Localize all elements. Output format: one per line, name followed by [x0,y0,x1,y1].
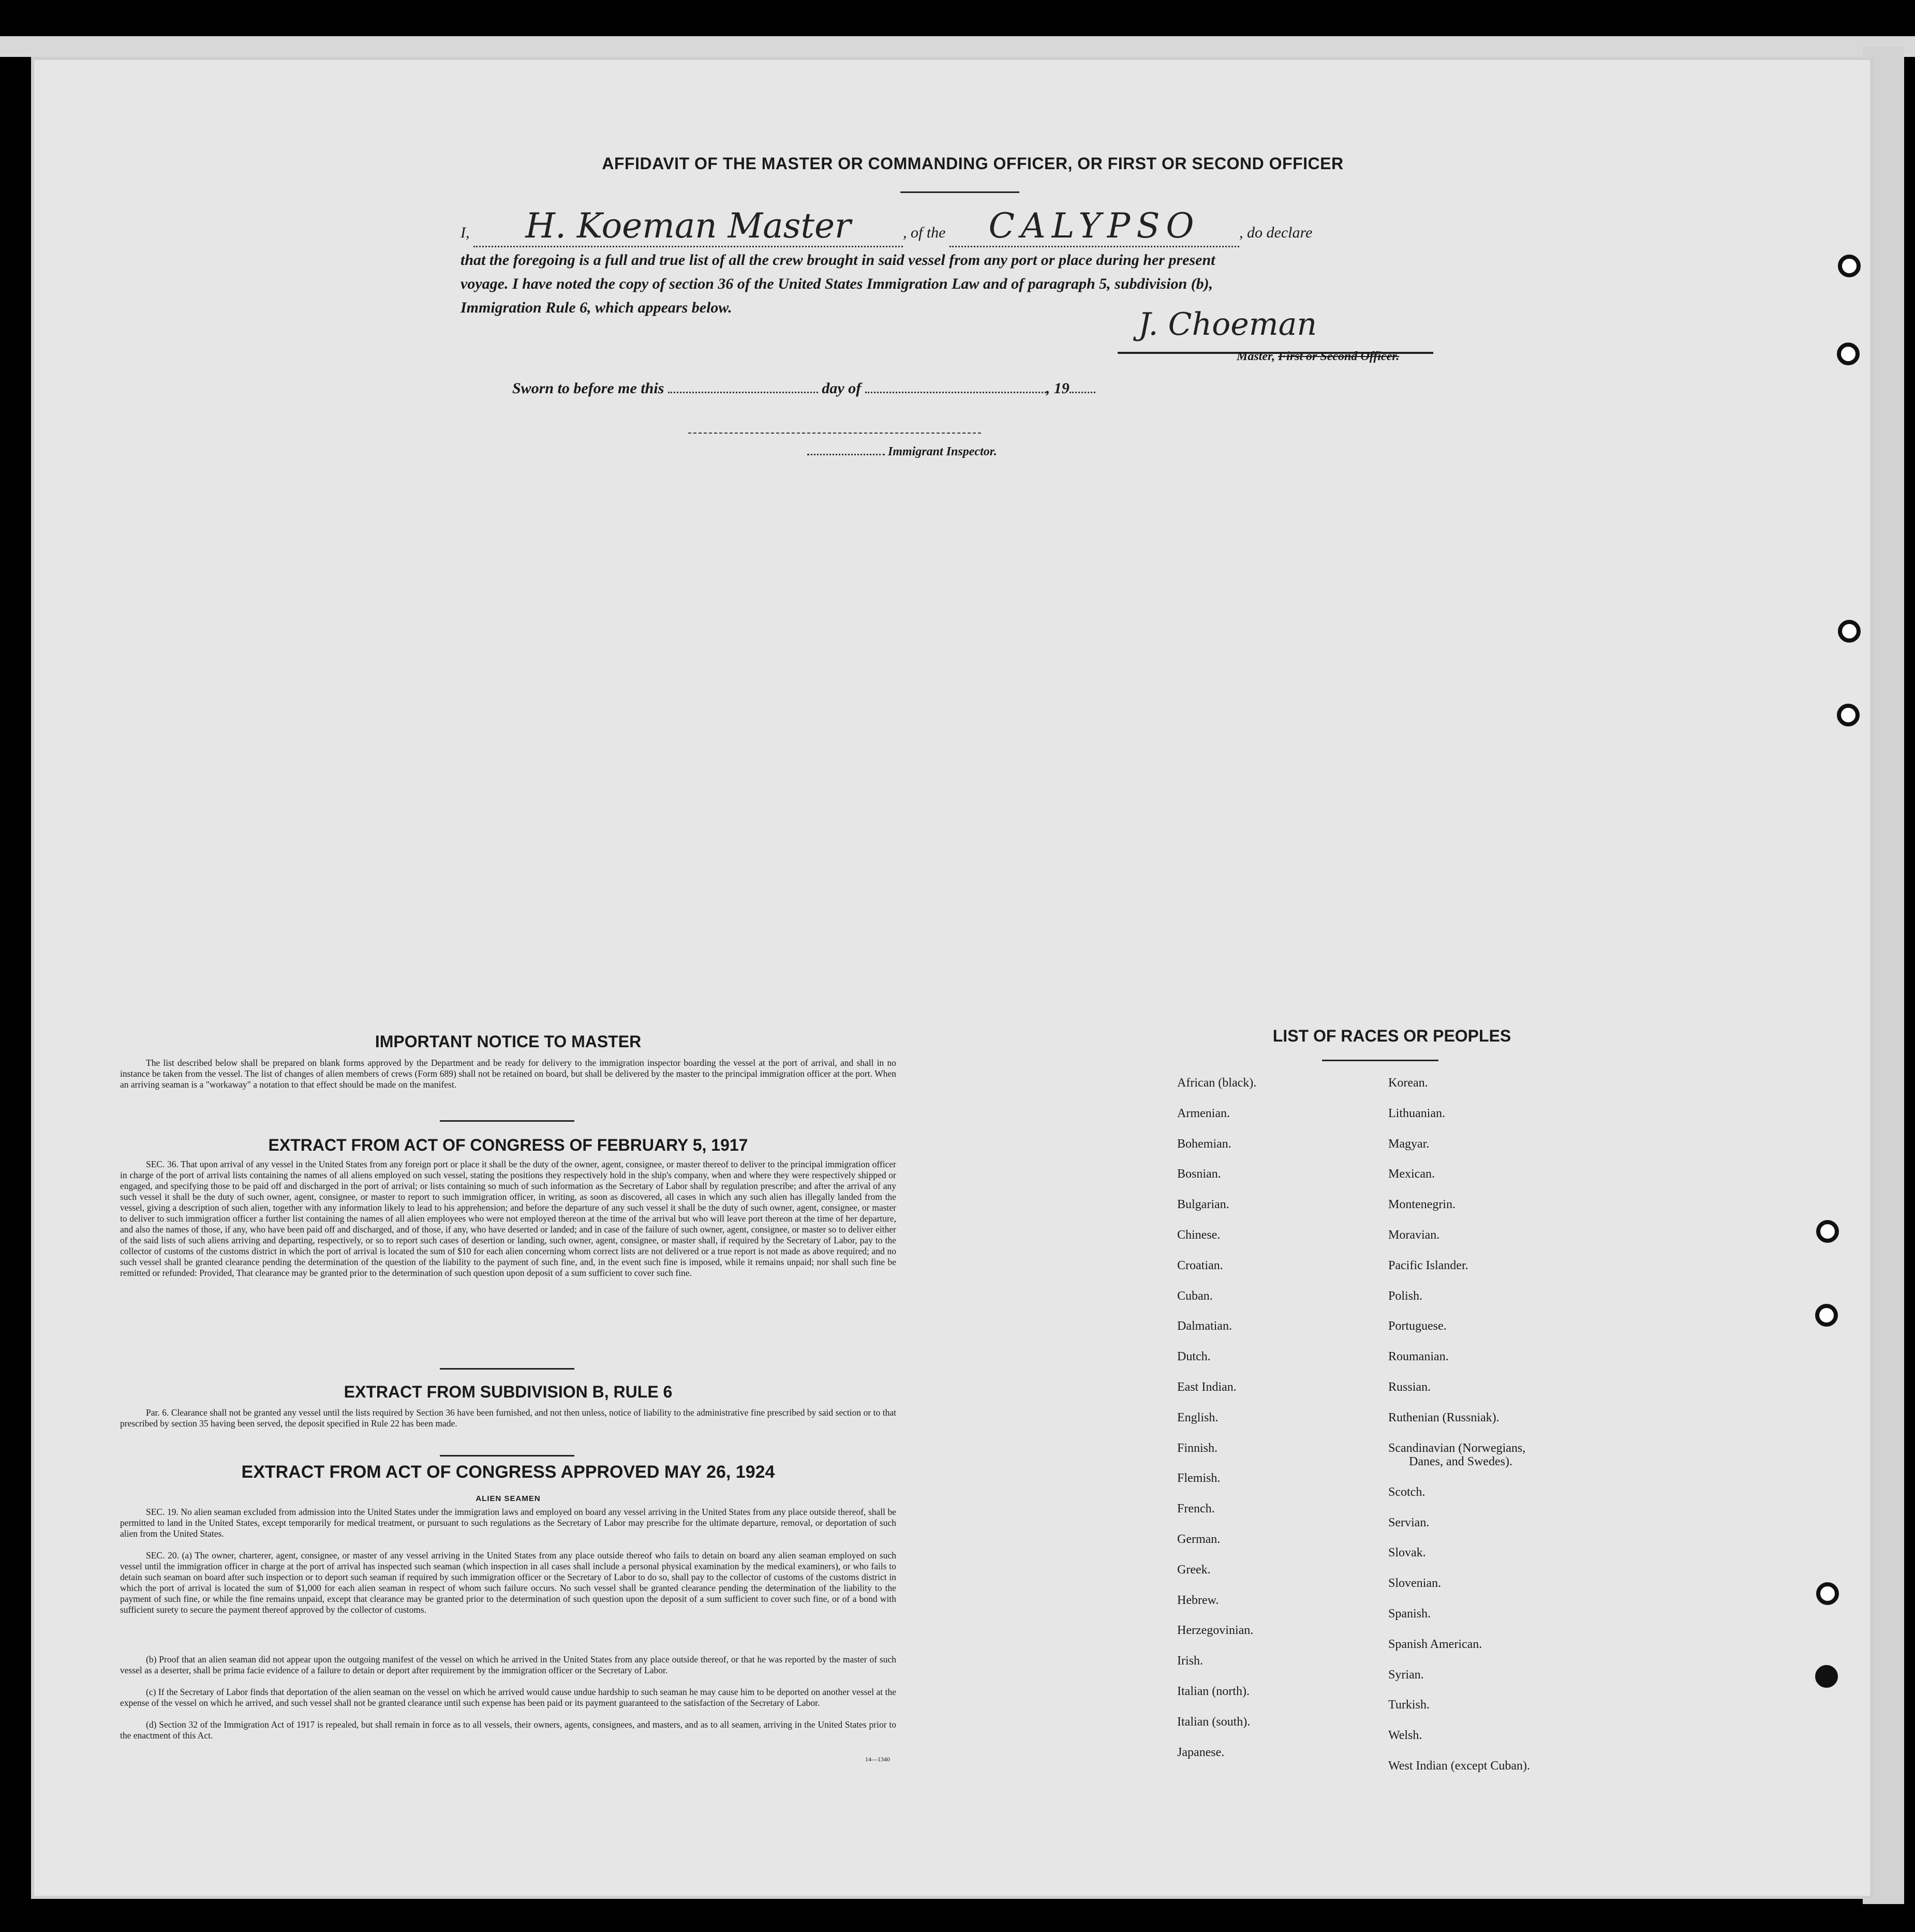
extract-1917-text: SEC. 36. That upon arrival of any vessel in the United States from any foreign port or place it shall be the duty of the owner, agent, consignee, or master thereof to deliver to the principal immigration officer in charge of the port of arrival lists containing the names of all aliens employed on such vessel, stating the positions they respectively hold in the ship's company, when and where they were respectively shipped or engaged, and specifying those to be paid off and discharged in the port of arrival; or lists containing so much of such information as the Secretary of Labor shall by regulation prescribe; and after the arrival of any such vessel it shall be the duty of such owner, agent, consignee, or master to report to such immigration officer, in writing, as soon as discovered, all cases in which any such alien has illegally landed from the vessel, giving a description of such alien, together with any information likely to lead to his apprehension; and before the departure of any such vessel it shall be the duty of such owner, agent, consignee, or master to deliver to such immigration officer a further list containing the names of all alien employees who were not employed thereon at the time of the arrival but who will leave port thereon at the time of her departure, and also the names of those, if any, who have been paid off and discharged, and of those, if any, who have deserted or landed; and in case of the failure of such owner, agent, consignee, or master so to deliver either of the said lists of such aliens arriving and departing, respectively, or so to report such cases of desertion or landing, such owner, agent, consignee, or master shall, if required by the Secretary of Labor, pay to the collector of customs of the customs district in which the port of arrival is located the sum of $10 for each alien concerning whom correct lists are not delivered or a true report is not made as above required; and no such vessel shall be granted clearance pending the determination of the question of the liability to the payment of such fine, and, in the event such fine is imposed, while it remains unpaid; nor shall such fine be remitted or refunded: Provided, That clearance may be granted prior to the determination of such question upon deposit of a sum sufficient to cover such fine. [120,1159,896,1278]
race-item: Slovenian. [1388,1577,1441,1591]
races-right-column [1388,1076,1678,1773]
race-item: Greek. [1177,1563,1211,1577]
binder-hole [1816,1582,1839,1605]
race-item: Mexican. [1388,1167,1435,1181]
divider [440,1455,574,1457]
binder-hole [1838,620,1861,643]
sworn-prefix: Sworn to before me this [512,380,664,397]
race-item: Finnish. [1177,1441,1218,1455]
extract-1924-sec20c: (c) If the Secretary of Labor finds that deportation of the alien seaman on the vessel on which he arrived would cause undue hardship to such seaman he may cause him to be deported on another vessel at the expense of the vessel on which he arrived, and such vessel shall not be granted clearance until such expense has been paid or its payment guaranteed to the satisfaction of the Secretary of Labor. [120,1687,896,1708]
race-item: Ruthenian (Russniak). [1388,1410,1500,1424]
master-signature: J. Choeman [1138,306,1317,343]
race-item: Dalmatian. [1177,1319,1232,1333]
divider [440,1120,574,1122]
sworn-line [512,376,1185,402]
race-item: Cuban. [1177,1289,1213,1303]
race-item: Dutch. [1177,1350,1211,1364]
inspector-signature-line [688,433,983,434]
extract-1924-sec20d: (d) Section 32 of the Immigration Act of 1917 is repealed, but shall remain in force as to all vessels, their owners, agents, consignees, and masters, and as to all seamen, arriving in the United States prior to the enactment of this Act. [120,1719,896,1741]
declaration-line-4: Immigration Rule 6, which appears below. [461,299,732,316]
alien-seamen-subheading: ALIEN SEAMEN [476,1494,541,1503]
binder-hole [1816,1220,1839,1243]
race-item: Japanese. [1177,1745,1225,1759]
declaration-prefix: I, [461,224,470,241]
affidavit-title: AFFIDAVIT OF THE MASTER OR COMMANDING OFFICER, OR FIRST OR SECOND OFFICER [602,154,1344,173]
race-item: Hebrew. [1177,1593,1219,1607]
races-left-column [1177,1076,1384,1764]
race-item: Lithuanian. [1388,1106,1445,1120]
race-item: Scotch. [1388,1485,1426,1499]
declaration-line-2: that the foregoing is a full and true list of all the crew brought in said vessel from any port or place during her present [461,251,1215,269]
of-the-label: , of the [903,224,946,241]
race-item: Magyar. [1388,1137,1430,1151]
notice-heading: IMPORTANT NOTICE TO MASTER [375,1032,642,1051]
sworn-day-label: day of [822,380,862,397]
race-item: African (black). [1177,1076,1257,1090]
race-item: Bosnian. [1177,1167,1221,1181]
subdivision-text: Par. 6. Clearance shall not be granted any vessel until the lists required by Section 36 have been furnished, and not then unless, notice of liability to the administrative fine prescribed by said section or to that prescribed by section 35 having been served, the deposit specified in Rule 22 has been made. [120,1407,896,1429]
signature-caption [1237,350,1399,364]
binder-hole [1815,1304,1838,1327]
race-item: Bulgarian. [1177,1198,1229,1212]
extract-1924-sec20a: SEC. 20. (a) The owner, charterer, agent, consignee, or master of any vessel arriving in the United States from any place outside thereof who fails to detain on board any alien seaman employed on such vessel until the immigration officer in charge at the port of arrival has inspected such seaman (which inspection in all cases shall include a personal physical examination by the medical examiners), or who fails to detain such seaman on board after such inspection or to deport such seaman if required by such immigration officer or the Secretary of Labor to do so, shall pay to the collector of customs of the customs district in which the port of arrival is located the sum of $1,000 for each alien seaman in respect of whom such failure occurs. No such vessel shall be granted clearance pending the determination of the liability to the payment of such fine, or while the fine remains unpaid, except that clearance may be granted prior to the determination of such question upon the deposit of a sum sufficient to cover such fine, or of a bond with sufficient surety to secure the payment thereof approved by the collector of customs. [120,1550,896,1615]
race-item: Spanish. [1388,1607,1431,1621]
race-item: Portuguese. [1388,1319,1447,1333]
race-item: Italian (north). [1177,1685,1250,1698]
race-item: Montenegrin. [1388,1198,1456,1212]
form-number: 14—1340 [865,1756,890,1763]
subdivision-heading: EXTRACT FROM SUBDIVISION B, RULE 6 [344,1383,673,1401]
race-item: Italian (south). [1177,1715,1251,1729]
extract-1924-sec19: SEC. 19. No alien seaman excluded from admission into the United States under the immigration laws and employed on board any vessel arriving in the United States from any place outside thereof, shall be permitted to land in the United States, except temporarily for medical treatment, or pursuant to such regulations as the Secretary of Labor may prescribe for the ultimate departure, removal, or deportation of such alien from the United States. [120,1507,896,1539]
extract-1924-heading: EXTRACT FROM ACT OF CONGRESS APPROVED MAY 26, 1924 [241,1462,775,1482]
race-item: Bohemian. [1177,1137,1231,1151]
race-item: Irish. [1177,1654,1203,1668]
races-divider [1322,1060,1438,1061]
master-name-handwriting: H. Koeman Master [525,206,851,246]
extract-1917-heading: EXTRACT FROM ACT OF CONGRESS OF FEBRUARY 5, 1917 [268,1136,748,1154]
binder-hole [1815,1665,1838,1688]
race-item: French. [1177,1502,1215,1516]
race-item: Turkish. [1388,1698,1430,1712]
race-item: Flemish. [1177,1472,1221,1485]
notice-text: The list described below shall be prepared on blank forms approved by the Department and be ready for delivery to the immigration inspector boarding the vessel at the port of arrival, and shall in no instance be taken from the vessel. The list of changes of alien members of crews (Form 689) shall not be retained on board, but shall be delivered by the master to the principal immigration officer at the port. When an arriving seaman is a "workaway" a notation to that effect should be made on the manifest. [120,1058,896,1090]
sworn-year-label: , 19 [1046,380,1070,397]
declaration-line-1 [461,206,1475,247]
race-item: West Indian (except Cuban). [1388,1759,1530,1773]
race-item: Herzegovinian. [1177,1624,1254,1638]
declaration-line-3: voyage. I have noted the copy of section 36 of the United States Immigration Law and of paragraph 5, subdivision (b), [461,275,1213,292]
caption-struck-officer: First or Second Officer. [1278,350,1400,363]
race-item: Welsh. [1388,1729,1422,1743]
race-item: English. [1177,1410,1219,1424]
binder-hole [1837,343,1860,365]
page-edge-top [0,36,1915,57]
race-item: Armenian. [1177,1106,1230,1120]
inspector-label: Immigrant Inspector. [888,445,997,458]
race-item: Servian. [1388,1515,1430,1529]
race-item: Syrian. [1388,1668,1424,1682]
divider [440,1368,574,1370]
caption-master: Master, [1237,350,1275,363]
races-heading: LIST OF RACES OR PEOPLES [1272,1027,1511,1045]
race-item: Danes, and Swedes). [1409,1455,1512,1469]
race-item: Croatian. [1177,1258,1223,1272]
title-divider [900,191,1019,193]
race-item: Pacific Islander. [1388,1258,1468,1272]
race-item: Moravian. [1388,1228,1440,1242]
binder-hole [1838,255,1861,277]
race-item: Scandinavian (Norwegians, [1388,1441,1526,1455]
race-item: Korean. [1388,1076,1428,1090]
race-item: East Indian. [1177,1380,1237,1394]
race-item: German. [1177,1533,1221,1546]
extract-1924-sec20b: (b) Proof that an alien seaman did not appear upon the outgoing manifest of the vessel on which he arrived in the United States from any place outside thereof, or that he was reported by the master of such vessel as a deserter, shall be prima facie evidence of a failure to detain or deport after requirement by the immigration officer or the Secretary of Labor. [120,1654,896,1675]
race-item: Spanish American. [1388,1637,1482,1651]
race-item: Russian. [1388,1380,1431,1394]
race-item: Slovak. [1388,1546,1426,1560]
do-declare-label: , do declare [1239,224,1313,241]
vessel-name-handwriting: CALYPSO [988,206,1200,246]
race-item: Chinese. [1177,1228,1221,1242]
race-item: Roumanian. [1388,1350,1449,1364]
inspector-caption [807,445,997,459]
binder-hole [1837,704,1860,726]
race-item: Polish. [1388,1289,1423,1303]
